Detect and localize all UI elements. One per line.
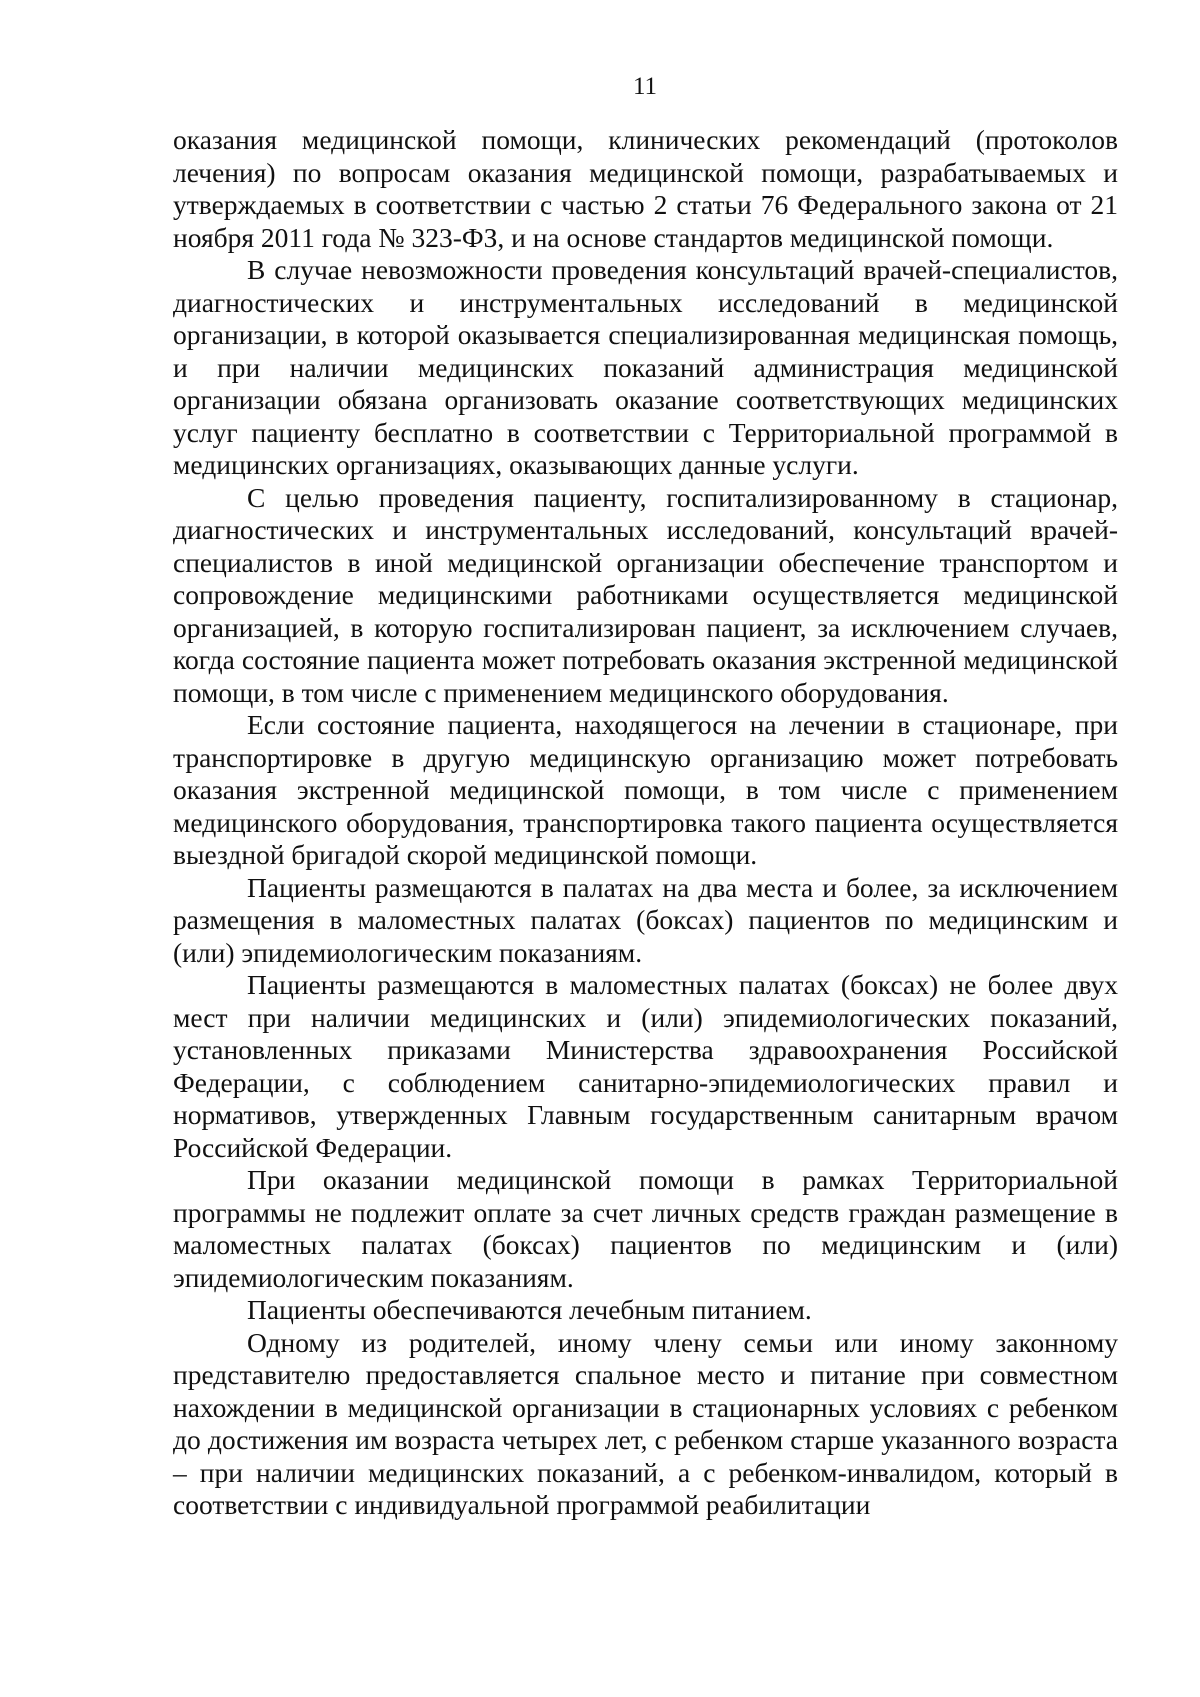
paragraph-no-payment: При оказании медицинской помощи в рамках Территориальной программы не подлежит оплате за счет личных средств граждан размещение в маломестных палатах (боксах) пациентов по медицинским и (или) эпидемиологическим показаниям.: [173, 1164, 1118, 1293]
paragraph-emergency-transport: Если состояние пациента, находящегося на лечении в стационаре, при транспортировке в другую медицинскую организацию может потребовать оказания экстренной медицинской помощи, в том числе с применением медицинского оборудования, транспортировка такого пациента осуществляется выездной бригадой скорой медицинской помощи.: [173, 709, 1118, 870]
paragraph-small-wards: Пациенты размещаются в маломестных палатах (боксах) не более двух мест при наличии медицинских и (или) эпидемиологических показаний, установленных приказами Министерства здравоохранения Российской Федерации, с соблюдением санитарно-эпидемиологических правил и нормативов, утвержденных Главным государственным санитарным врачом Российской Федерации.: [173, 969, 1118, 1163]
page-number: 11: [632, 73, 658, 100]
paragraph-nutrition: Пациенты обеспечиваются лечебным питанием.: [247, 1294, 812, 1325]
paragraph-continuation: оказания медицинской помощи, клинических рекомендаций (протоколов лечения) по вопросам оказания медицинской помощи, разрабатываемых и утверждаемых в соответствии с частью 2 статьи 76 Федерального закона от 21 ноября 2011 года № 323-ФЗ, и на основе стандартов медицинской помощи.: [173, 124, 1118, 253]
document-body: [173, 124, 1118, 1522]
paragraph-parent-accommodation: Одному из родителей, иному члену семьи или иному законному представителю предоставляется спальное место и питание при совместном нахождении в медицинской организации в стационарных условиях с ребенком до достижения им возраста четырех лет, с ребенком старше указанного возраста – при наличии медицинских показаний, а с ребенком-инвалидом, который в соответствии с индивидуальной программой реабилитации: [173, 1326, 1118, 1520]
paragraph-specialist-consultations: В случае невозможности проведения консультаций врачей-специалистов, диагностических и инструментальных исследований в медицинской организации, в которой оказывается специализированная медицинская помощь, и при наличии медицинских показаний администрация медицинской организации обязана организовать оказание соответствующих медицинских услуг пациенту бесплатно в соответствии с Территориальной программой в медицинских организациях, оказывающих данные услуги.: [173, 254, 1118, 480]
paragraph-transport-escort: С целью проведения пациенту, госпитализированному в стационар, диагностических и инструментальных исследований, консультаций врачей-специалистов в иной медицинской организации обеспечение транспортом и сопровождение медицинскими работниками осуществляется медицинской организацией, в которую госпитализирован пациент, за исключением случаев, когда состояние пациента может потребовать оказания экстренной медицинской помощи, в том числе с применением медицинского оборудования.: [173, 481, 1118, 708]
paragraph-ward-placement: Пациенты размещаются в палатах на два места и более, за исключением размещения в маломестных палатах (боксах) пациентов по медицинским и (или) эпидемиологическим показаниям.: [173, 871, 1118, 968]
